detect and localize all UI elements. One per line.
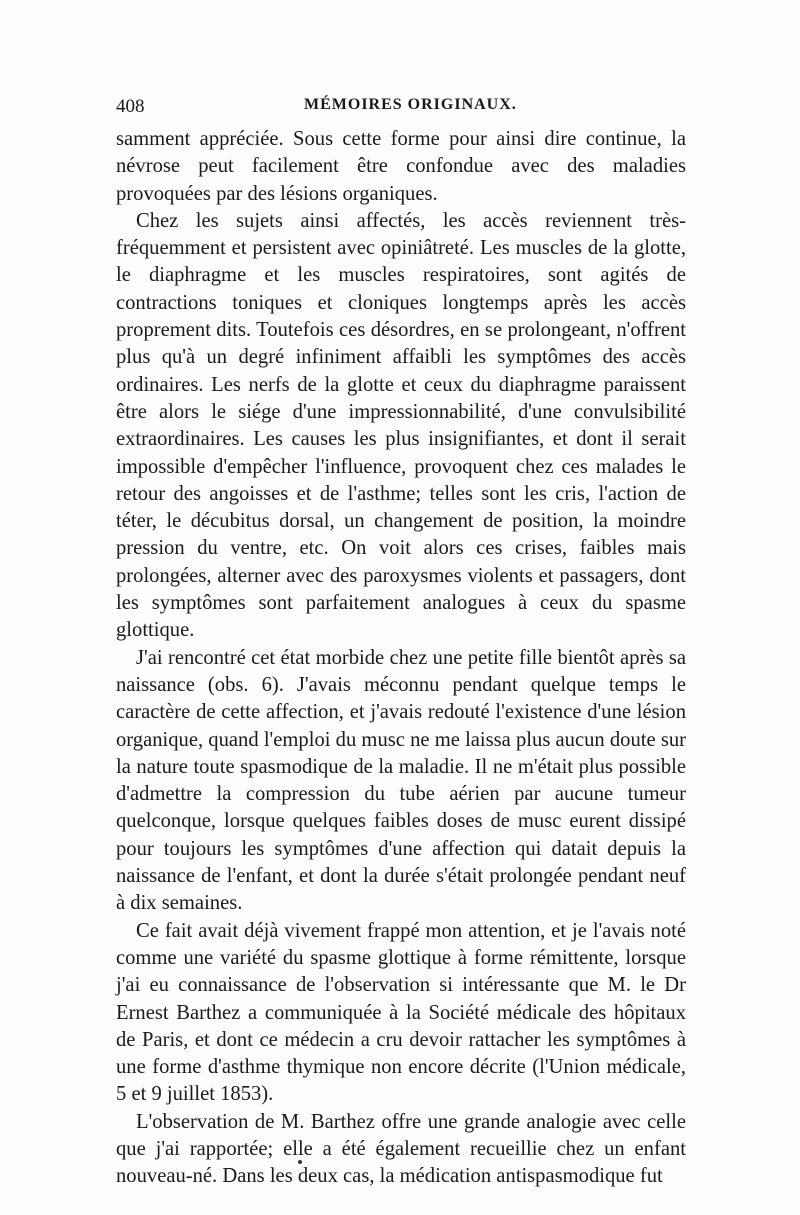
page-number: 408	[116, 96, 145, 117]
paragraph: J'ai rencontré cet état morbide chez une petite fille bientôt après sa naissance (obs. 6). J'avais méconnu pendant quelque temps le caractère de cette affection, et j'avais redouté l'existence d'une lésion organique, quand l'emploi du musc ne me laissa plus aucun doute sur la nature toute spasmodique de la maladie. Il ne m'était plus possible d'admettre la compression du tube aérien par aucune tumeur quelconque, lorsque quelques faibles doses de musc eurent dissipé pour toujours les symptômes d'une affection qui datait depuis la naissance de l'enfant, et dont la durée s'était prolongée pendant neuf à dix semaines.	[116, 646, 686, 915]
paragraph: samment appréciée. Sous cette forme pour ainsi dire continue, la névrose peut facilement être confondue avec des maladies provoquées par des lésions organiques.	[116, 128, 686, 205]
page-header	[116, 96, 684, 122]
paragraph: L'observation de M. Barthez offre une grande analogie avec celle que j'ai rapportée; elle a été également recueillie chez un enfant nouveau-né. Dans les deux cas, la médication antispasmodique fut	[116, 1110, 686, 1188]
paragraph: Ce fait avait déjà vivement frappé mon attention, et je l'avais noté comme une variété du spasme glottique à forme rémittente, lorsque j'ai eu connaissance de l'observation si intéressante que M. le Dr Ernest Barthez a communiquée à la Société médicale des hôpitaux de Paris, et dont ce médecin a cru devoir rattacher les symptômes à une forme d'asthme thymique non encore décrite (l'Union médicale, 5 et 9 juillet 1853).	[116, 919, 686, 1106]
paragraph: Chez les sujets ainsi affectés, les accès reviennent très-fréquemment et persistent avec opiniâtreté. Les muscles de la glotte, le diaphragme et les muscles respiratoires, sont agités de contractions toniques et cloniques longtemps après les accès proprement dits. Toutefois ces désordres, en se prolongeant, n'offrent plus qu'à un degré infiniment affaibli les symptômes des accès ordinaires. Les nerfs de la glotte et ceux du diaphragme paraissent être alors le siége d'une impressionnabilité, d'une convulsibilité extraordinaires. Les causes les plus insignifiantes, et dont il serait impossible d'empêcher l'influence, provoquent chez ces malades le retour des angoisses et de l'asthme; telles sont les cris, l'action de téter, le décubitus dorsal, un changement de position, la moindre pression du ventre, etc. On voit alors ces crises, faibles mais prolongées, alterner avec des paroxysmes violents et passagers, dont les symptômes sont parfaitement analogues à ceux du spasme glottique.	[116, 209, 686, 642]
footer-mark	[298, 1160, 302, 1164]
body-text	[116, 126, 686, 1191]
running-title: MÉMOIRES ORIGINAUX.	[304, 96, 517, 113]
